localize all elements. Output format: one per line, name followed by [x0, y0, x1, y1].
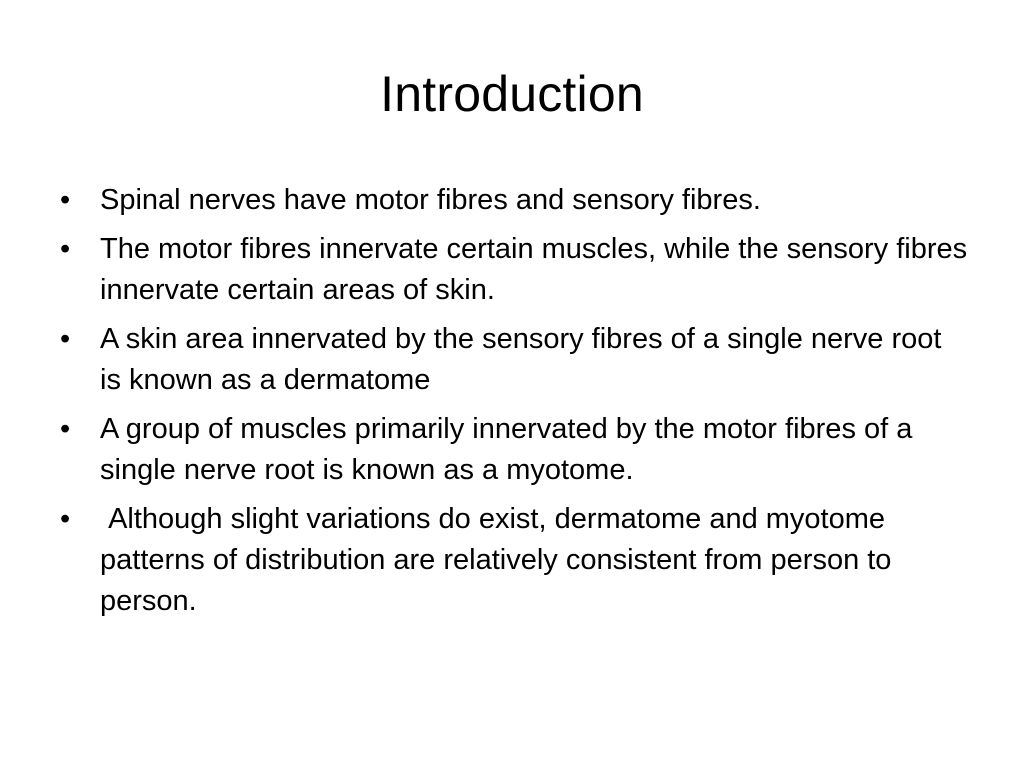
bullet-text: Spinal nerves have motor fibres and sensory fibres. [100, 184, 761, 216]
bullet-icon: • [60, 323, 71, 355]
bullet-text: The motor fibres innervate certain muscles, while the sensory fibres innervate certain areas of skin. [100, 233, 976, 306]
bullet-item [58, 319, 968, 401]
bullet-icon: • [60, 503, 71, 535]
bullet-item [58, 229, 976, 311]
bullet-icon: • [60, 233, 71, 265]
bullet-item [58, 499, 968, 622]
bullet-text: A group of muscles primarily innervated by the motor fibres of a single nerve root is known as a myotome. [100, 413, 921, 486]
bullet-item [58, 409, 968, 491]
bullet-list [58, 180, 976, 630]
bullet-icon: • [60, 413, 71, 445]
bullet-text: A skin area innervated by the sensory fibres of a single nerve root is known as a dermatome [100, 323, 950, 396]
bullet-text: Although slight variations do exist, dermatome and myotome patterns of distribution are relatively consistent from person to person. [100, 503, 900, 617]
bullet-icon: • [60, 184, 71, 216]
slide-title: Introduction [380, 66, 644, 122]
bullet-item [58, 180, 968, 221]
